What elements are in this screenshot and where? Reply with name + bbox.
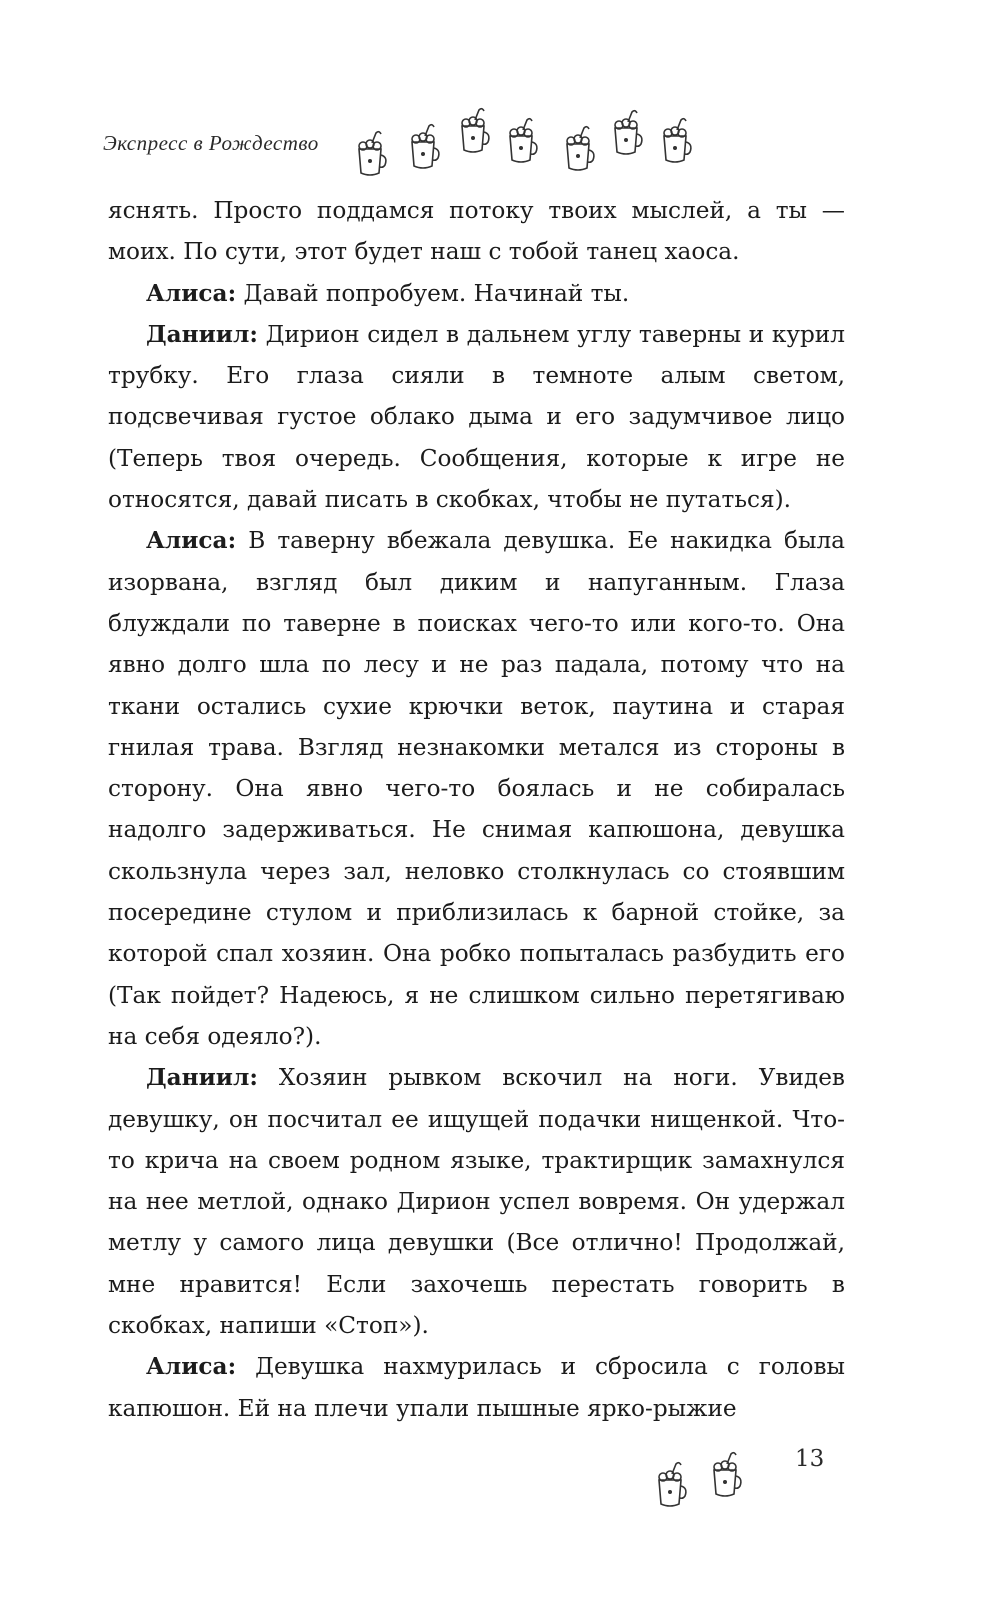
cocoa-mug-icon bbox=[606, 108, 646, 158]
paragraph bbox=[108, 1057, 845, 1346]
paragraph-text: яснять. Просто поддамся потоку твоих мыслей, а ты — моих. По сути, этот будет наш с тобой танец хаоса. bbox=[108, 197, 845, 266]
paragraph-text: В таверну вбежала девушка. Ее накидка была изорвана, взгляд был диким и напуганным. Глаза блуждали по таверне в поисках чего-то или кого-то. Она явно долго шла по лесу и не раз падала, потому что на ткани остались сухие крючки веток, паутина и старая гнилая трава. Взгляд незнакомки метался из стороны в сторону. Она явно чего-то боялась и не собиралась надолго задерживаться. Не снимая капюшона, девушка скользнула через зал, неловко столкнулась со стоявшим посередине стулом и приблизилась к барной стойке, за которой спал хозяин. Она робко попыталась разбудить его (Так пойдет? Надеюсь, я не слишком сильно перетягиваю на себя одеяло?). bbox=[108, 527, 845, 1050]
speaker-label: Алиса: bbox=[146, 1353, 237, 1381]
paragraph bbox=[108, 273, 845, 314]
cocoa-mug-icon bbox=[650, 1460, 690, 1510]
body-text bbox=[108, 190, 845, 1429]
cocoa-mug-icon bbox=[350, 129, 390, 179]
paragraph bbox=[108, 314, 845, 520]
speaker-label: Алиса: bbox=[146, 279, 237, 307]
paragraph-text: Дирион сидел в дальнем углу таверны и курил трубку. Его глаза сияли в темноте алым светом, подсвечивая густое облако дыма и его задумчивое лицо (Теперь твоя очередь. Сообщения, которые к игре не относятся, давай писать в скобках, чтобы не путаться). bbox=[108, 320, 845, 514]
paragraph-text: Девушка нахмурилась и сбросила с головы капюшон. Ей на плечи упали пышные ярко-рыжие bbox=[108, 1353, 845, 1422]
cocoa-mug-icon bbox=[403, 122, 443, 172]
speaker-label: Даниил: bbox=[146, 1064, 258, 1092]
running-head bbox=[103, 104, 723, 174]
cocoa-mug-icon bbox=[705, 1450, 745, 1500]
speaker-label: Алиса: bbox=[146, 527, 237, 555]
cocoa-mug-icon bbox=[655, 116, 695, 166]
paragraph-text: Давай попробуем. Начинай ты. bbox=[236, 279, 630, 307]
paragraph bbox=[108, 1346, 845, 1429]
speaker-label: Даниил: bbox=[146, 320, 258, 348]
cocoa-mug-icon bbox=[501, 116, 541, 166]
running-title: Экспресс в Рождество bbox=[103, 131, 319, 155]
cocoa-mug-icon bbox=[558, 124, 598, 174]
footer-ornament bbox=[650, 1440, 800, 1520]
paragraph bbox=[108, 520, 845, 1057]
paragraph-text: Хозяин рывком вскочил на ноги. Увидев девушку, он посчитал ее ищущей подачки нищенкой. Что-то крича на своем родном языке, трактирщик замахнулся на нее метлой, однако Дирион успел вовремя. Он удержал метлу у самого лица девушки (Все отлично! Продолжай, мне нравится! Если захочешь перестать говорить в скобках, напиши «Стоп»). bbox=[108, 1064, 845, 1340]
cocoa-mug-icon bbox=[453, 106, 493, 156]
paragraph bbox=[108, 190, 845, 273]
page-number: 13 bbox=[795, 1446, 825, 1472]
